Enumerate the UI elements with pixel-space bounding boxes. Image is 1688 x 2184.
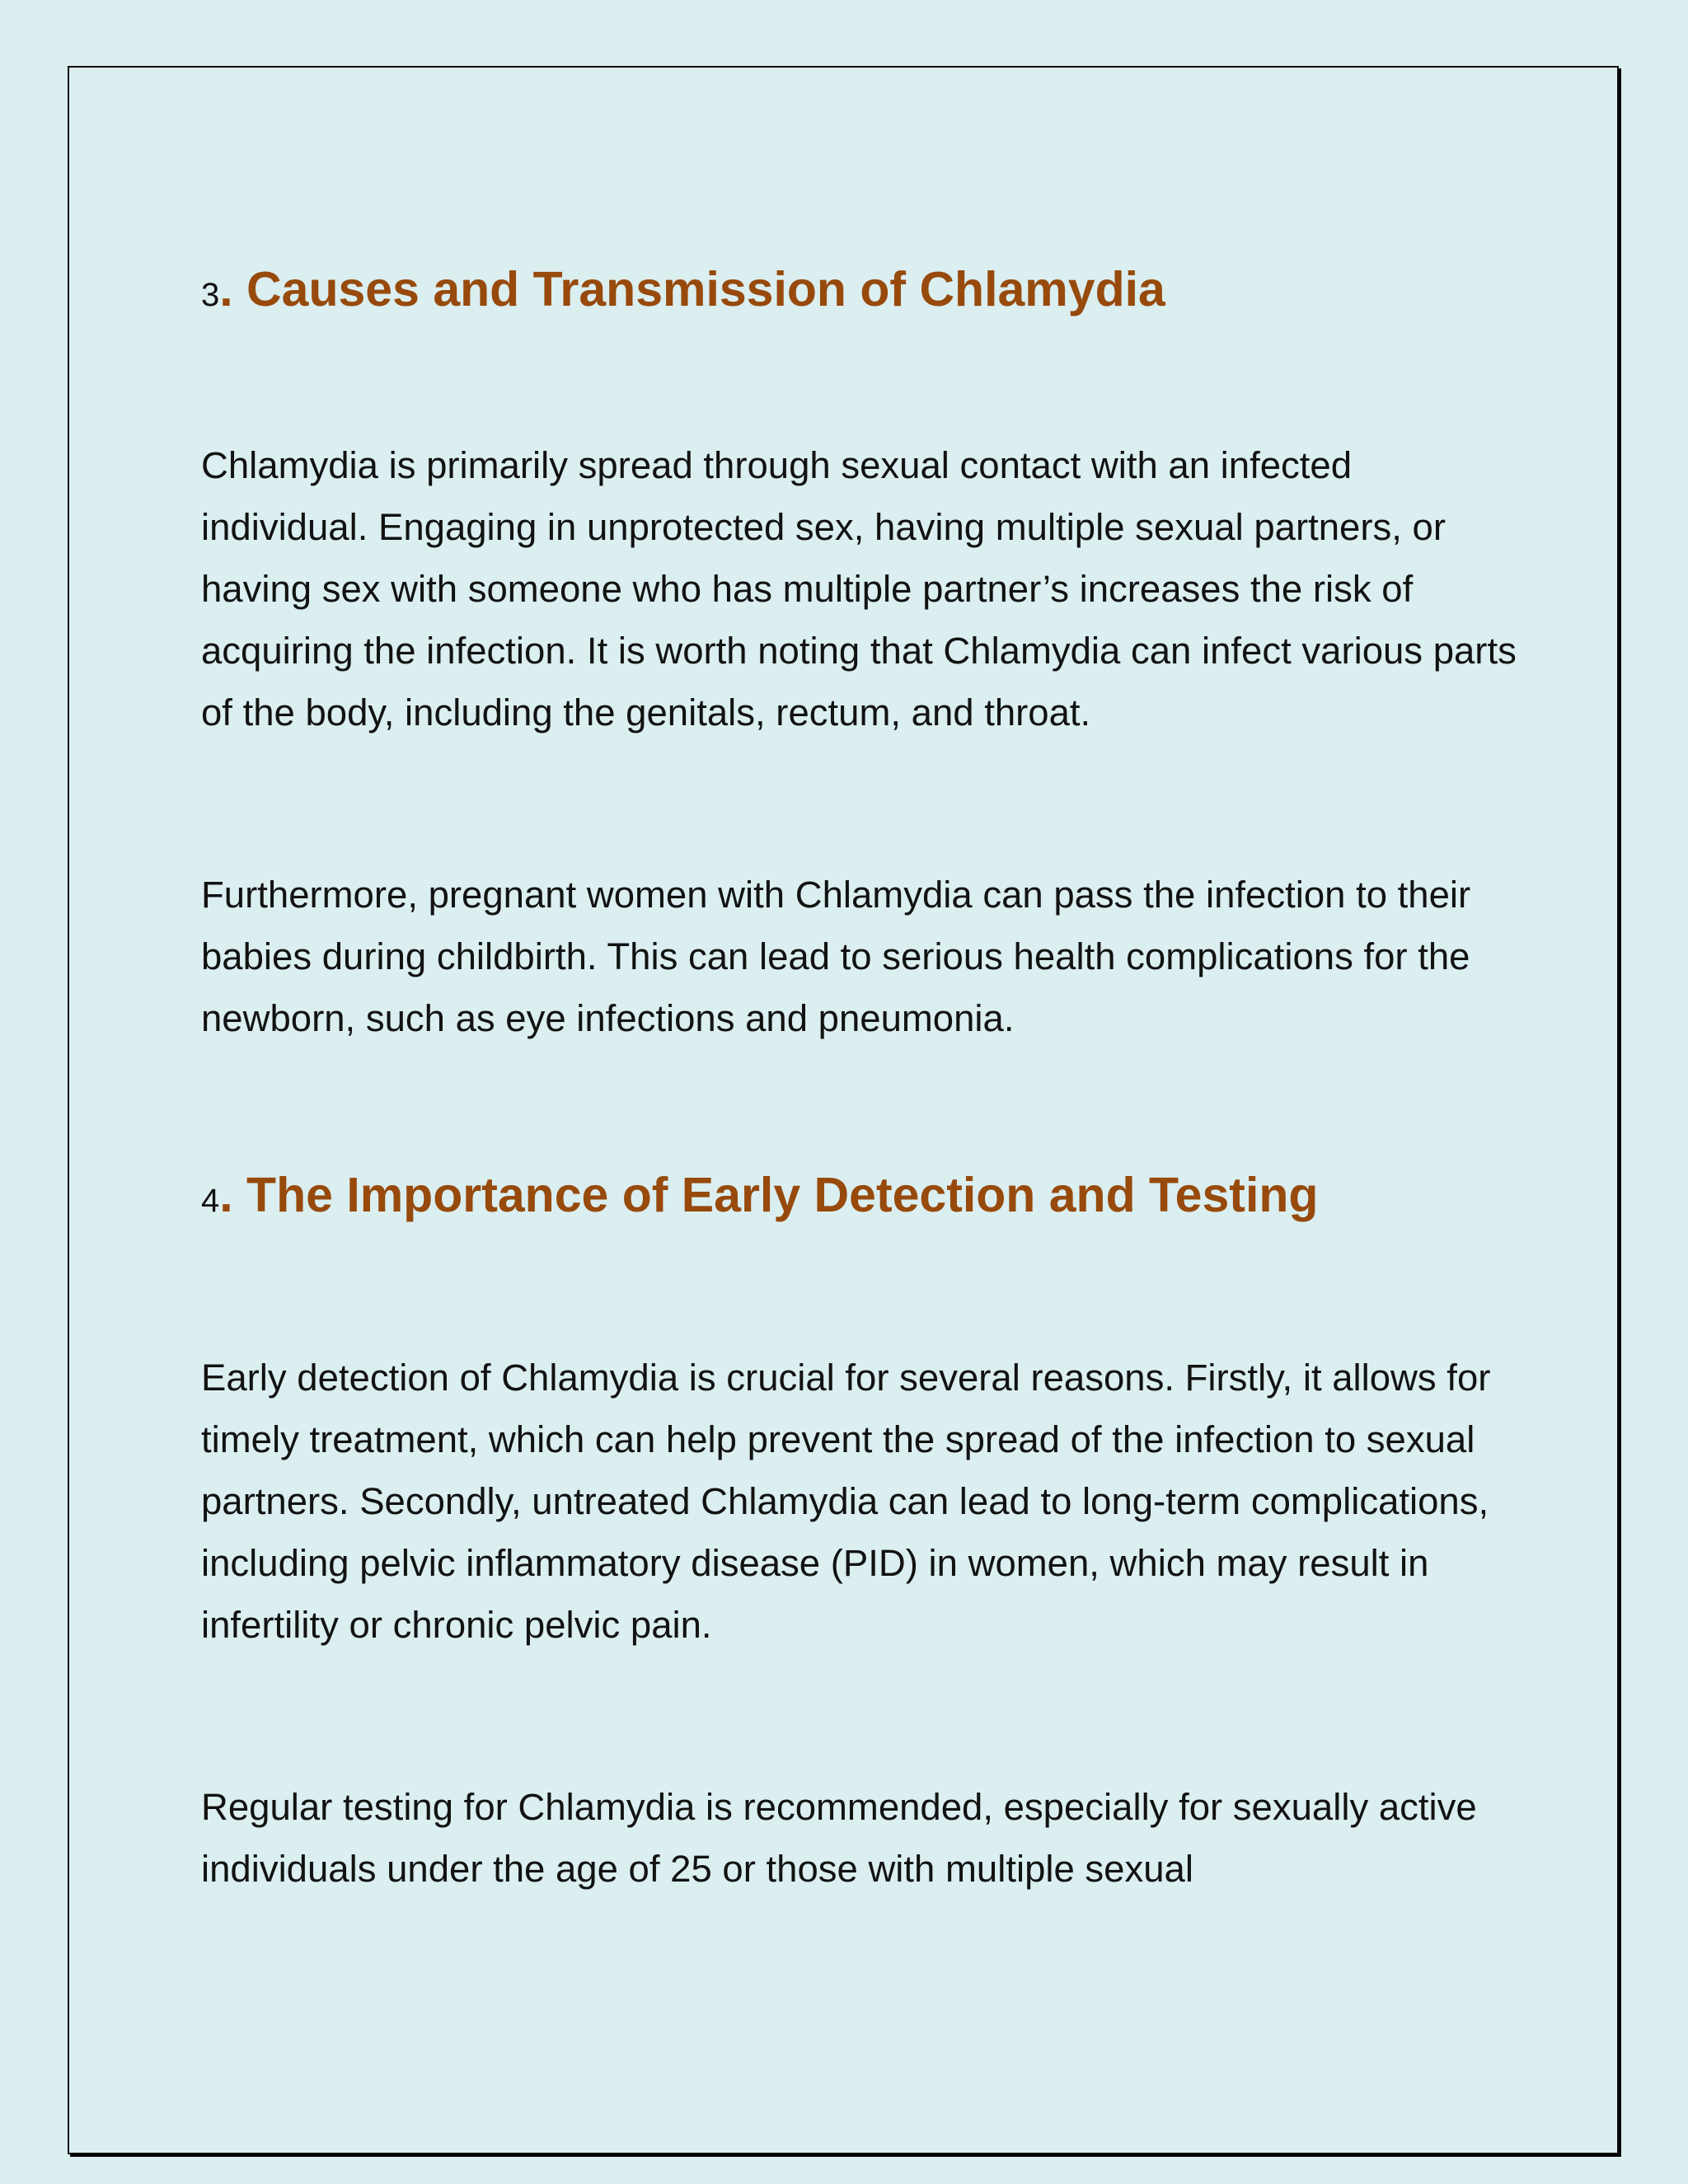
section-4-paragraph-1: Early detection of Chlamydia is crucial for several reasons. Firstly, it allows for timely treatment, which can help prevent the spread of the infection to sexual partners. Secondly, untreated Chlamydia can lead to long-term complications, including pelvic inflammatory disease (PID) in women, which may result in infertility or chronic pelvic pain. xyxy=(201,1356,1491,1646)
section-3-paragraph-2: Furthermore, pregnant women with Chlamydia can pass the infection to their babies during childbirth. This can lead to serious health complications for the newborn, such as eye infections and pneumonia. xyxy=(201,873,1471,1039)
section-3-heading xyxy=(201,260,1536,319)
section-4-paragraph-2: Regular testing for Chlamydia is recommended, especially for sexually active individuals under the age of 25 or those with multiple sexual xyxy=(201,1785,1477,1890)
section-3-number: 3 xyxy=(201,277,220,313)
section-4-heading xyxy=(201,1166,1536,1225)
page-content xyxy=(201,208,1536,1900)
page-frame xyxy=(68,66,1619,2154)
section-3-title: . Causes and Transmission of Chlamydia xyxy=(219,262,1165,316)
section-4-number: 4 xyxy=(201,1182,220,1219)
section-3-paragraph-1: Chlamydia is primarily spread through sexual contact with an infected individual. Engaging in unprotected sex, having multiple sexual partners, or having sex with someone who has multiple partner’s increases the risk of acquiring the infection. It is worth noting that Chlamydia can infect various parts of the body, including the genitals, rectum, and throat. xyxy=(201,443,1517,733)
section-4-title: . The Importance of Early Detection and Testing xyxy=(219,1167,1319,1222)
